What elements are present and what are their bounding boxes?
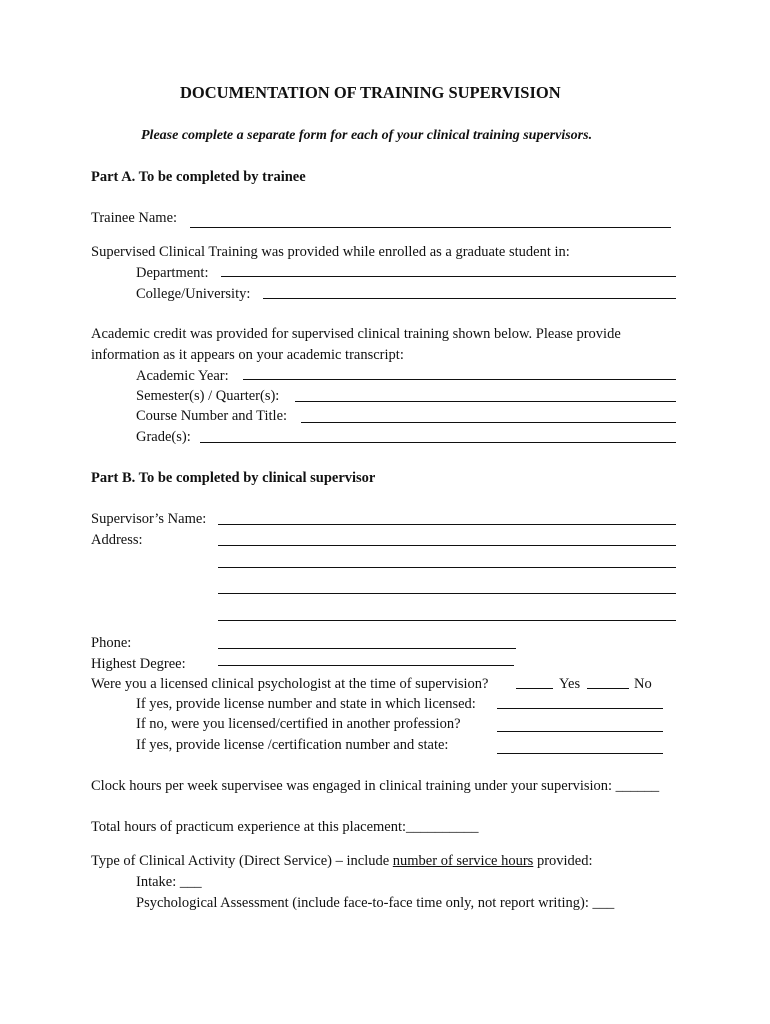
address-field-line-1[interactable] [218,545,676,546]
phone-label: Phone: [91,635,132,651]
grades-field[interactable] [200,442,676,443]
supervisor-name-label: Supervisor’s Name: [91,511,207,527]
trainee-name-field[interactable] [190,227,671,228]
activity-text-prefix: Type of Clinical Activity (Direct Service) – include [91,853,393,869]
other-profession-field[interactable] [497,731,663,732]
part-a-heading: Part A. To be completed by trainee [91,169,306,185]
address-field-line-2[interactable] [218,567,676,568]
course-field[interactable] [301,422,676,423]
activity-text [91,852,593,870]
semester-label: Semester(s) / Quarter(s): [136,388,280,404]
college-label: College/University: [136,286,251,302]
yes-label: Yes [559,676,581,692]
total-hours-text: Total hours of practicum experience at this placement:__________ [91,819,479,835]
page-subtitle: Please complete a separate form for each of your clinical training supervisors. [141,128,593,143]
license-number-field[interactable] [497,708,663,709]
academic-year-label: Academic Year: [136,368,229,384]
enrolled-text: Supervised Clinical Training was provided while enrolled as a graduate student in: [91,244,570,260]
license-number-label: If yes, provide license number and state in which licensed: [136,696,476,712]
no-label: No [634,676,652,692]
supervisor-name-field[interactable] [218,524,676,525]
part-b-heading: Part B. To be completed by clinical supervisor [91,470,376,486]
highest-degree-field[interactable] [218,665,514,666]
assessment-text: Psychological Assessment (include face-to-face time only, not report writing): ___ [136,895,615,911]
page-title: DOCUMENTATION OF TRAINING SUPERVISION [180,83,561,102]
department-field[interactable] [221,276,676,277]
department-label: Department: [136,265,209,281]
grades-label: Grade(s): [136,429,191,445]
certification-field[interactable] [497,753,663,754]
course-label: Course Number and Title: [136,408,288,424]
activity-text-suffix: provided: [533,853,593,869]
certification-label: If yes, provide license /certification number and state: [136,737,449,753]
academic-year-field[interactable] [243,379,676,380]
yes-field[interactable] [516,688,553,689]
semester-field[interactable] [295,401,676,402]
phone-field[interactable] [218,648,516,649]
address-label: Address: [91,532,143,548]
clock-hours-text: Clock hours per week supervisee was engaged in clinical training under your supervision: ______ [91,778,660,794]
academic-text-line-2: information as it appears on your academic transcript: [91,347,404,363]
college-field[interactable] [263,298,676,299]
address-field-line-3[interactable] [218,593,676,594]
trainee-name-label: Trainee Name: [91,210,178,226]
no-field[interactable] [587,688,629,689]
activity-text-underlined: number of service hours [392,853,534,869]
intake-text: Intake: ___ [136,874,202,890]
other-profession-label: If no, were you licensed/certified in another profession? [136,716,461,732]
address-field-line-4[interactable] [218,620,676,621]
academic-text-line-1: Academic credit was provided for supervised clinical training shown below. Please provide [91,326,621,342]
highest-degree-label: Highest Degree: [91,656,186,672]
licensed-question: Were you a licensed clinical psychologist at the time of supervision? [91,676,489,692]
